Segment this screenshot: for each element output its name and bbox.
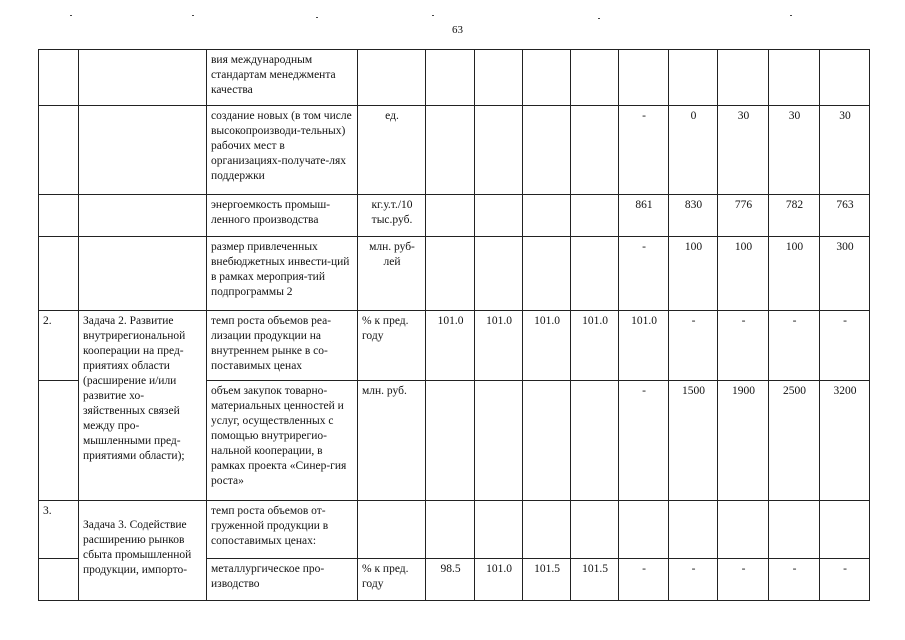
value-cell (475, 237, 523, 311)
value-cell (571, 50, 619, 106)
value-cell (571, 381, 619, 501)
table-row (39, 237, 870, 311)
value-cell (426, 106, 475, 195)
table-row (39, 106, 870, 195)
unit-cell (358, 501, 426, 559)
value-cell (475, 381, 523, 501)
task-cell (79, 501, 207, 601)
value-cell: - (769, 559, 820, 601)
indicators-table (38, 49, 870, 601)
indicator-cell: энергоемкость промыш-ленного производства (207, 195, 358, 237)
value-cell (769, 501, 820, 559)
value-cell: - (718, 559, 769, 601)
unit-cell: млн. руб-лей (358, 237, 426, 311)
task-cell (79, 50, 207, 106)
value-cell: - (718, 311, 769, 381)
row-number-cell (39, 559, 79, 601)
value-cell: 782 (769, 195, 820, 237)
value-cell (523, 381, 571, 501)
value-cell (523, 195, 571, 237)
row-number-cell: 3. (39, 501, 79, 559)
indicator-cell: темп роста объемов реа-лизации продукции на внутреннем рынке в со-поставимых ценах (207, 311, 358, 381)
value-cell: 30 (820, 106, 870, 195)
value-cell (571, 501, 619, 559)
row-number-cell (39, 381, 79, 501)
value-cell (475, 195, 523, 237)
value-cell (475, 50, 523, 106)
unit-cell: млн. руб. (358, 381, 426, 501)
row-number-cell (39, 106, 79, 195)
value-cell: 100 (769, 237, 820, 311)
value-cell: 30 (769, 106, 820, 195)
value-cell: 2500 (769, 381, 820, 501)
task-cell (79, 106, 207, 195)
value-cell (523, 237, 571, 311)
indicator-cell: создание новых (в том числе высокопроизводи-тельных) рабочих мест в организациях-получате-лях поддержки (207, 106, 358, 195)
task-text: Задача 3. Содействие расширению рынков сбыта промышленной продукции, импорто- (83, 519, 192, 576)
table-row (39, 311, 870, 381)
value-cell (475, 501, 523, 559)
page-number: 63 (452, 24, 463, 36)
value-cell (718, 50, 769, 106)
value-cell (523, 50, 571, 106)
value-cell: 101.0 (523, 311, 571, 381)
value-cell: 3200 (820, 381, 870, 501)
indicator-cell: вия международным стандартам менеджмента качества (207, 50, 358, 106)
row-number-cell (39, 50, 79, 106)
value-cell: 776 (718, 195, 769, 237)
row-number-cell (39, 237, 79, 311)
row-number-cell: 2. (39, 311, 79, 381)
value-cell (571, 106, 619, 195)
task-cell (79, 237, 207, 311)
unit-cell: % к пред. году (358, 559, 426, 601)
value-cell: - (619, 237, 669, 311)
unit-cell: ед. (358, 106, 426, 195)
indicator-cell: темп роста объемов от-груженной продукции в сопоставимых ценах: (207, 501, 358, 559)
value-cell: 861 (619, 195, 669, 237)
value-cell (523, 501, 571, 559)
value-cell: 101.0 (475, 559, 523, 601)
value-cell: 763 (820, 195, 870, 237)
value-cell (619, 501, 669, 559)
value-cell: 100 (718, 237, 769, 311)
table-row (39, 50, 870, 106)
value-cell (769, 50, 820, 106)
value-cell (426, 501, 475, 559)
value-cell (523, 106, 571, 195)
value-cell (718, 501, 769, 559)
value-cell: - (669, 311, 718, 381)
value-cell: 300 (820, 237, 870, 311)
value-cell (475, 106, 523, 195)
value-cell: - (769, 311, 820, 381)
value-cell (426, 237, 475, 311)
value-cell (426, 50, 475, 106)
table-row (39, 195, 870, 237)
value-cell: 101.0 (475, 311, 523, 381)
task-cell: Задача 2. Развитие внутрирегиональной кооперации на пред-приятиях области (расширение и/или развитие хо-зяйственных связей между про-мышленными пред-приятиями области); (79, 311, 207, 501)
value-cell: - (619, 559, 669, 601)
value-cell (669, 50, 718, 106)
row-number-cell (39, 195, 79, 237)
value-cell: - (820, 311, 870, 381)
value-cell: 101.0 (426, 311, 475, 381)
value-cell (669, 501, 718, 559)
value-cell: 101.0 (571, 311, 619, 381)
value-cell: 0 (669, 106, 718, 195)
value-cell: 98.5 (426, 559, 475, 601)
value-cell (571, 195, 619, 237)
value-cell: - (820, 559, 870, 601)
value-cell: 830 (669, 195, 718, 237)
value-cell: 101.5 (571, 559, 619, 601)
unit-cell (358, 50, 426, 106)
value-cell (820, 50, 870, 106)
value-cell (619, 50, 669, 106)
value-cell: 1500 (669, 381, 718, 501)
value-cell: 100 (669, 237, 718, 311)
indicator-cell: металлургическое про-изводство (207, 559, 358, 601)
value-cell: - (619, 381, 669, 501)
indicator-cell: объем закупок товарно-материальных ценностей и услуг, осуществленных с помощью внутрирегио-нальной кооперации, в рамках проекта «Синер-гия роста» (207, 381, 358, 501)
value-cell: - (669, 559, 718, 601)
unit-cell: кг.у.т./10 тыс.руб. (358, 195, 426, 237)
task-cell (79, 195, 207, 237)
value-cell (571, 237, 619, 311)
value-cell: 101.0 (619, 311, 669, 381)
value-cell: 101.5 (523, 559, 571, 601)
value-cell (820, 501, 870, 559)
value-cell (426, 381, 475, 501)
value-cell: 30 (718, 106, 769, 195)
indicator-cell: размер привлеченных внебюджетных инвести-ций в рамках мероприя-тий подпрограммы 2 (207, 237, 358, 311)
unit-cell: % к пред. году (358, 311, 426, 381)
value-cell: - (619, 106, 669, 195)
value-cell: 1900 (718, 381, 769, 501)
table-row (39, 501, 870, 559)
value-cell (426, 195, 475, 237)
